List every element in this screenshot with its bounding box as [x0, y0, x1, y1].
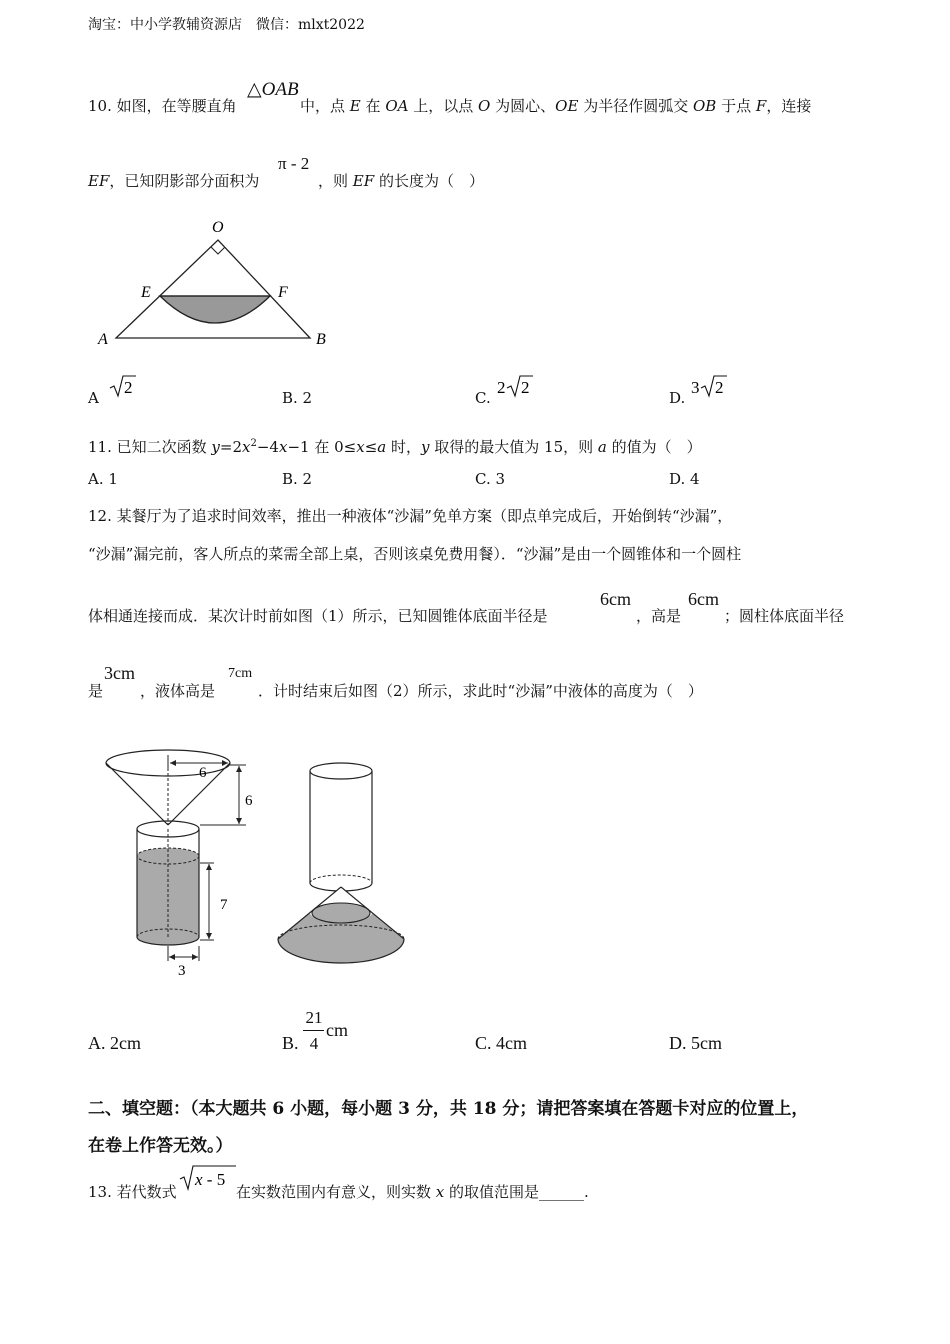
q10-line1-rest: 中，点 E 在 OA 上，以点 O 为圆心、OE 为半径作圆弧交 OB 于点 F，连接	[300, 97, 812, 115]
label-f: F	[278, 284, 288, 301]
q10-option-d: D.	[669, 389, 686, 407]
q10-line2-rest: ，则 EF 的长度为（ ）	[318, 172, 484, 190]
q10-option-c-radical	[496, 374, 536, 400]
q13-radical	[178, 1164, 238, 1192]
shaded-segment	[160, 296, 270, 323]
q10-figure	[92, 212, 342, 352]
q12-option-c: C. 4cm	[475, 1033, 527, 1053]
q10-line2: EF，已知阴影部分面积为	[88, 172, 260, 190]
coefficient: 2	[497, 378, 506, 397]
q12-line3: 体相通连接而成．某次计时前如图（1）所示，已知圆锥体底面半径是	[88, 607, 548, 625]
section2-heading: 二、填空题：（本大题共 6 小题，每小题 3 分，共 18 分；请把答案填在答题卡对应的位置上，	[88, 1099, 809, 1119]
q11-option-c: C. 3	[475, 470, 506, 488]
q10-line1: 10. 如图，在等腰直角	[88, 97, 237, 115]
radicand: 2	[715, 378, 724, 397]
q11-option-b: B. 2	[282, 470, 313, 488]
q12-line4-b: ，液体高是	[140, 682, 216, 700]
q10-option-d-radical	[690, 374, 730, 400]
fraction-bar	[303, 1030, 324, 1031]
radicand: 2	[521, 378, 530, 397]
q12-line3-b: ，高是	[636, 607, 682, 625]
radicand: 2	[124, 378, 133, 397]
label-e: E	[141, 284, 151, 301]
q10-option-a: A	[88, 389, 99, 407]
q12-line4-c: ．计时结束后如图（2）所示，求此时“沙漏”中液体的高度为（ ）	[258, 682, 703, 700]
label-liquid-height: 7	[220, 897, 228, 913]
q12-line2: “沙漏”漏完前，客人所点的菜需全部上桌，否则该桌免费用餐）．“沙漏”是由一个圆锥体和一个圆柱	[88, 545, 742, 563]
cylinder-top	[310, 763, 372, 779]
q11-stem: 11. 已知二次函数 $y=2x^2-4x-1$ 在 0≤x≤a 时，y 取得的最大值为 15，则 a 的值为（ ）	[88, 438, 702, 456]
q10-area-value: π - 2	[278, 154, 310, 173]
q10-option-c: C.	[475, 389, 491, 407]
label-base-radius: 3	[178, 963, 186, 979]
q12-option-d: D. 5cm	[669, 1033, 722, 1053]
q13-stem-a: 13. 若代数式	[88, 1183, 177, 1201]
q12-liquid-height: 7cm	[228, 666, 253, 681]
q10-option-b: B. 2	[282, 389, 313, 407]
coefficient: 3	[691, 378, 700, 397]
label-cone-radius: 6	[199, 765, 207, 781]
q12-line4: 是	[88, 682, 104, 700]
label-a: A	[98, 331, 108, 348]
q12-figure-1	[98, 745, 258, 980]
q12-figure-2	[274, 755, 409, 970]
q12-option-a: A. 2cm	[88, 1033, 141, 1053]
radicand: x - 5	[195, 1170, 226, 1189]
q10-triangle-symbol: △OAB	[247, 79, 299, 100]
q12-line1: 12. 某餐厅为了追求时间效率，推出一种液体“沙漏”免单方案（即点单完成后，开始倒转“沙漏”，	[88, 507, 733, 525]
label-b: B	[316, 331, 326, 348]
section2-heading-cont: 在卷上作答无效。）	[88, 1136, 233, 1156]
q12-option-b-numerator: 21	[305, 1008, 323, 1027]
q10-option-a-radical	[108, 374, 138, 400]
q13-stem-b: 在实数范围内有意义，则实数 x 的取值范围是______.	[236, 1183, 589, 1201]
q12-line3-c: ；圆柱体底面半径	[724, 607, 845, 625]
q12-option-b-prefix: B.	[282, 1033, 299, 1053]
q11-option-d: D. 4	[669, 470, 700, 488]
q12-option-b-unit: cm	[326, 1020, 348, 1040]
label-o: O	[212, 219, 224, 236]
q12-cone-height: 6cm	[688, 589, 719, 609]
page-header: 淘宝：中小学教辅资源店 微信：mlxt2022	[88, 17, 365, 33]
right-angle-mark	[211, 247, 225, 254]
label-cone-height: 6	[245, 793, 253, 809]
q12-option-b-denominator: 4	[309, 1034, 319, 1053]
liquid-surface	[312, 903, 370, 923]
q12-cone-radius: 6cm	[600, 589, 631, 609]
q11-option-a: A. 1	[88, 470, 118, 488]
q12-cyl-radius: 3cm	[104, 663, 135, 683]
